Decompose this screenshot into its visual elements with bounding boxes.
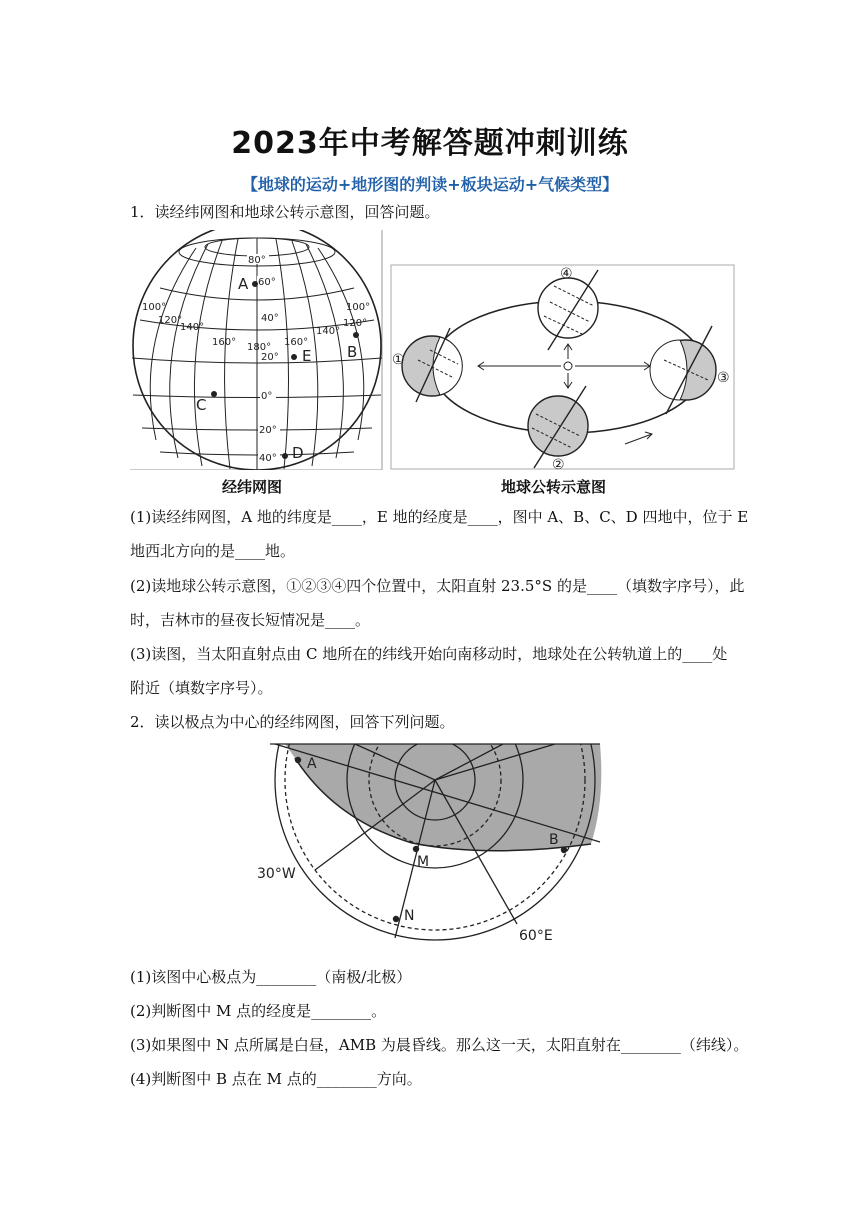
lon-label: 120° [343,318,368,329]
point-label-a: A [238,275,249,293]
lon-label: 120° [158,315,183,326]
polar-figure [255,740,605,950]
lat-label: 20° [259,425,277,436]
q1-part3-line1: (3)读图，当太阳直射点由 C 地所在的纬线开始向南移动时，地球处在公转轨道上的____处 [130,645,728,663]
q2-part4: (4)判断图中 B 点在 M 点的________方向。 [130,1070,422,1088]
page-subtitle: 【地球的运动+地形图的判读+板块运动+气候类型】 [241,175,619,194]
lat-label: 60° [258,277,276,288]
sun-icon [478,344,650,388]
lat-label: 40° [261,313,279,324]
lat-label: 20° [261,352,279,363]
earth-position-2 [528,386,588,468]
orbit-caption: 地球公转示意图 [501,478,607,496]
point-label-e: E [302,347,312,365]
lon-label: 100° [142,302,167,313]
lon-label: 140° [180,322,205,333]
lon-label: 160° [212,337,237,348]
earth-position-3 [650,326,716,414]
q1-part1-line1: (1)读经纬网图，A 地的纬度是____，E 地的经度是____，图中 A、B、C、D 四地中，位于 E [130,508,749,526]
earth-position-4 [538,270,598,350]
globe-caption: 经纬网图 [222,478,283,496]
position-label-2: ② [552,457,565,472]
lon-label: 160° [284,337,309,348]
position-label-1: ① [392,352,405,368]
q2-part3: (3)如果图中 N 点所属是白昼，AMB 为晨昏线。那么这一天，太阳直射在________（纬线）。 [130,1036,749,1054]
q1-part3-line2: 附近（填数字序号）。 [130,679,273,697]
page-title: 2023年中考解答题冲刺训练 [231,126,629,161]
q2-stem: 2．读以极点为中心的经纬网图，回答下列问题。 [130,713,455,731]
q1-part2-line1: (2)读地球公转示意图，①②③④四个位置中，太阳直射 23.5°S 的是____（填数字序号），此 [130,577,745,595]
orbit-figure [390,264,735,472]
lon-label-30w: 30°W [257,866,296,882]
point-label-d: D [292,444,304,462]
lat-label: 40° [259,453,277,464]
lat-label: 80° [248,255,266,266]
q2-part2: (2)判断图中 M 点的经度是________。 [130,1002,387,1020]
lat-label: 0° [261,391,273,402]
position-label-3: ③ [717,370,730,386]
lon-label: 180° [247,342,272,353]
q1-part2-line2: 时，吉林市的昼夜长短情况是____。 [130,611,371,629]
earth-position-1 [402,328,462,402]
point-label-c: C [196,396,207,414]
globe-lat-labels [247,254,282,464]
point-label-n: N [404,908,415,924]
point-label-m: M [417,854,430,870]
lon-label-60e: 60°E [519,928,553,944]
point-label-a: A [307,756,317,772]
q1-stem: 1．读经纬网图和地球公转示意图，回答问题。 [130,203,440,221]
q1-part1-line2: 地西北方向的是____地。 [130,542,296,560]
point-label-b: B [347,343,358,361]
lon-label: 140° [316,326,341,337]
point-label-b: B [549,832,559,848]
q2-part1: (1)该图中心极点为________（南极/北极） [130,968,412,986]
position-label-4: ④ [560,266,573,282]
globe-figure [130,230,384,470]
lon-label: 100° [346,302,371,313]
